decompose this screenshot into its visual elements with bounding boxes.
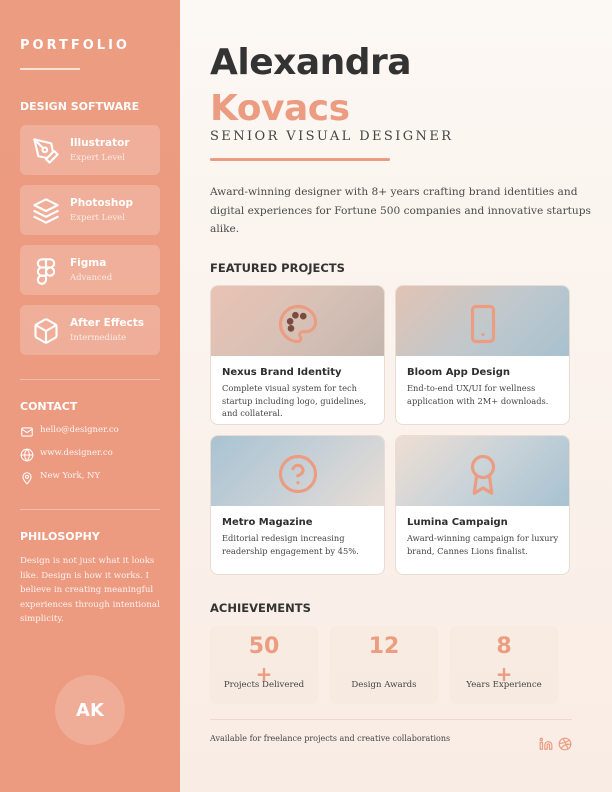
- achievement-projects: [210, 626, 318, 704]
- project-thumbnail: [211, 436, 384, 506]
- software-section-title: DESIGN SOFTWARE: [20, 100, 140, 113]
- achievements-section-title: ACHIEVEMENTS: [210, 601, 311, 615]
- software-name: After Effects: [70, 317, 144, 329]
- project-title: Metro Magazine: [222, 517, 313, 528]
- software-level: Expert Level: [70, 153, 125, 163]
- software-level: Advanced: [70, 273, 113, 283]
- contact-email-text: hello@designer.co: [40, 425, 119, 435]
- software-item-figma: [20, 245, 160, 295]
- project-description: Complete visual system for tech startup including logo, guidelines, and collateral.: [222, 383, 367, 418]
- sidebar-divider: [20, 379, 160, 380]
- phone-icon: [462, 303, 504, 345]
- project-card-lumina[interactable]: [395, 435, 570, 575]
- software-item-photoshop: [20, 185, 160, 235]
- achievement-awards: [330, 626, 438, 704]
- software-level: Intermediate: [70, 333, 127, 343]
- achievement-years: [450, 626, 558, 704]
- question-icon: [277, 453, 319, 495]
- software-item-illustrator: [20, 125, 160, 175]
- project-card-nexus[interactable]: [210, 285, 385, 425]
- job-title: SENIOR VISUAL DESIGNER: [210, 129, 454, 144]
- project-title: Nexus Brand Identity: [222, 367, 342, 378]
- palette-icon: [277, 303, 319, 345]
- project-description: Editorial redesign increasing readership engagement by 45%.: [222, 533, 359, 556]
- footer-divider: [210, 719, 572, 720]
- sidebar-divider: [20, 509, 160, 510]
- software-level: Expert Level: [70, 213, 125, 223]
- layers-icon: [32, 197, 60, 225]
- intro-text: Award-winning designer with 8+ years crafting brand identities and digital experiences for Fortune 500 companies and innovative startups alike.: [210, 186, 591, 235]
- achievement-label: Design Awards: [351, 680, 417, 690]
- projects-section-title: FEATURED PROJECTS: [210, 261, 345, 275]
- first-name: Alexandra: [210, 42, 412, 83]
- award-icon: [462, 453, 504, 495]
- figma-icon: [32, 257, 60, 285]
- mail-icon: [20, 425, 34, 439]
- project-thumbnail: [396, 286, 569, 356]
- linkedin-icon[interactable]: [539, 737, 553, 751]
- location-pin-icon: [20, 471, 34, 485]
- contact-section-title: CONTACT: [20, 400, 78, 413]
- project-description: Award-winning campaign for luxury brand, Cannes Lions finalist.: [407, 533, 559, 556]
- last-name: Kovacs: [210, 88, 350, 129]
- project-title: Lumina Campaign: [407, 517, 508, 528]
- achievement-label: Years Experience: [466, 680, 542, 690]
- dribbble-icon[interactable]: [558, 737, 572, 751]
- philosophy-section-title: PHILOSOPHY: [20, 530, 100, 543]
- software-name: Illustrator: [70, 137, 130, 149]
- project-card-metro[interactable]: [210, 435, 385, 575]
- project-thumbnail: [211, 286, 384, 356]
- achievement-suffix: +: [495, 662, 513, 686]
- contact-website-text: www.designer.co: [40, 448, 113, 458]
- achievement-value: 12: [368, 634, 400, 659]
- achievement-suffix: +: [255, 662, 273, 686]
- main-content: [180, 0, 612, 792]
- project-description: End-to-end UX/UI for wellness application with 2M+ downloads.: [407, 383, 549, 406]
- achievement-value: 8: [496, 634, 512, 659]
- sidebar: [0, 0, 180, 792]
- project-card-bloom[interactable]: [395, 285, 570, 425]
- achievement-label: Projects Delivered: [223, 680, 305, 690]
- project-title: Bloom App Design: [407, 367, 510, 378]
- brand-underline: [20, 68, 80, 70]
- portfolio-brand: PORTFOLIO: [20, 38, 130, 53]
- philosophy-text: Design is not just what it looks like. Design is how it works. I believe in creating meaningful experiences through intentional simplicity.: [20, 556, 160, 624]
- pen-tool-icon: [32, 137, 60, 165]
- globe-icon: [20, 448, 34, 462]
- software-item-after-effects: [20, 305, 160, 355]
- software-name: Figma: [70, 257, 107, 269]
- footer-note: Available for freelance projects and creative collaborations: [210, 734, 451, 743]
- cube-icon: [32, 317, 60, 345]
- achievement-value: 50: [248, 634, 280, 659]
- contact-location-text: New York, NY: [40, 471, 101, 481]
- title-underline: [210, 158, 390, 161]
- project-thumbnail: [396, 436, 569, 506]
- software-name: Photoshop: [70, 197, 134, 209]
- avatar: AK: [55, 675, 125, 745]
